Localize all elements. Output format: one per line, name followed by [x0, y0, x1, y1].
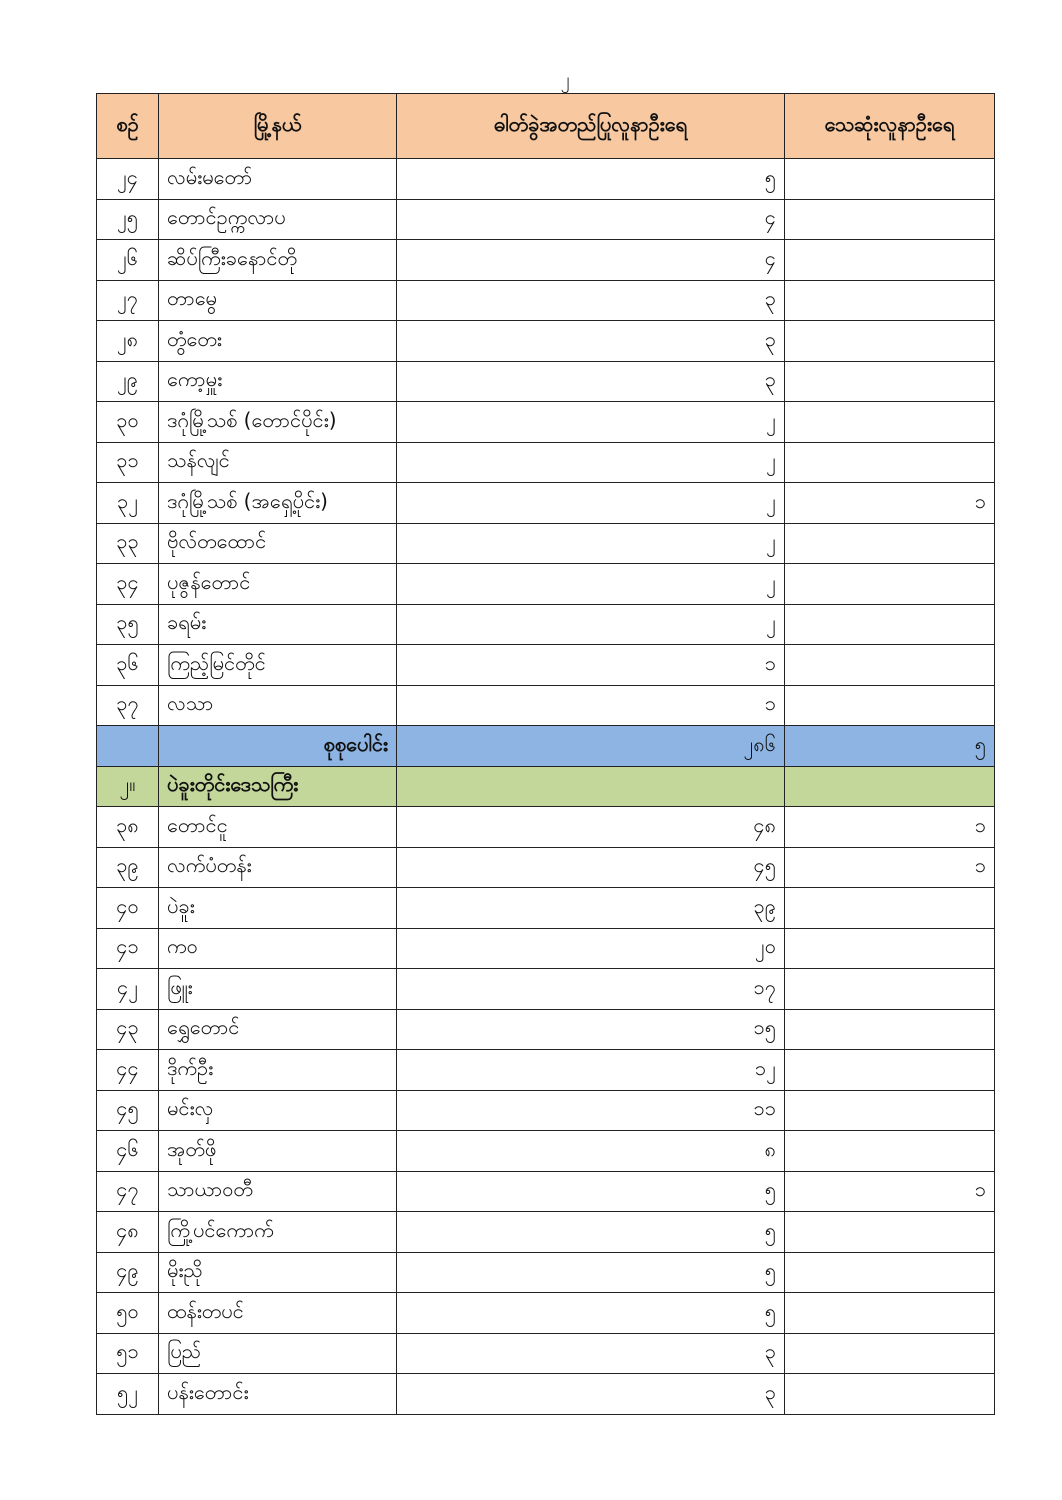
- cell-deaths: [785, 280, 995, 321]
- cell-township: သန်လျင်: [159, 442, 397, 483]
- cell-township: လမ်းမတော်: [159, 159, 397, 200]
- cell-serial-number: ၄၂: [97, 969, 159, 1010]
- cell-confirmed: ၂: [397, 564, 785, 605]
- table-row: [97, 685, 995, 726]
- table-row: [97, 199, 995, 240]
- cell-serial-number: ၃၉: [97, 847, 159, 888]
- cell-serial-number: ၄၉: [97, 1252, 159, 1293]
- cell-confirmed: ၂: [397, 604, 785, 645]
- cell-township: ပုဇွန်တောင်: [159, 564, 397, 605]
- region-header-row: [97, 766, 995, 807]
- cell-township: ပြည်: [159, 1333, 397, 1374]
- cell-township: ဒဂုံမြို့သစ် (တောင်ပိုင်း): [159, 402, 397, 443]
- cell-deaths: [785, 969, 995, 1010]
- cell-township: သာယာဝတီ: [159, 1171, 397, 1212]
- cell-serial-number: ၃၂: [97, 483, 159, 524]
- cell-serial-number: ၄၈: [97, 1212, 159, 1253]
- cell-deaths: [785, 1374, 995, 1415]
- table-row: [97, 483, 995, 524]
- cell-deaths: [785, 321, 995, 362]
- cell-township: ရွှေတောင်: [159, 1009, 397, 1050]
- cell-deaths: [785, 1050, 995, 1091]
- header-deaths: သေဆုံးလူနာဦးရေ: [785, 94, 995, 159]
- table-row: [97, 1374, 995, 1415]
- table-row: [97, 645, 995, 686]
- cell-township: လက်ပံတန်း: [159, 847, 397, 888]
- cell-serial-number: ၂၅: [97, 199, 159, 240]
- cell-confirmed: ၅: [397, 1212, 785, 1253]
- cell-deaths: [785, 361, 995, 402]
- total-row: [97, 726, 995, 767]
- cell-deaths: ၁: [785, 1171, 995, 1212]
- cell-serial-number: ၃၈: [97, 807, 159, 848]
- table-body: [97, 159, 995, 1415]
- table-row: [97, 240, 995, 281]
- cell-township: ကဝ: [159, 928, 397, 969]
- cell-confirmed: ၃: [397, 280, 785, 321]
- cell-confirmed: ၃: [397, 1374, 785, 1415]
- table-row: [97, 807, 995, 848]
- cell-township: ပဲခူး: [159, 888, 397, 929]
- cell-confirmed: ၁၂: [397, 1050, 785, 1091]
- cell-confirmed: ၁: [397, 645, 785, 686]
- table-header-row: [97, 94, 995, 159]
- cell-township: တောင်ငူ: [159, 807, 397, 848]
- cell-township: တောင်ဥက္ကလာပ: [159, 199, 397, 240]
- cell-confirmed: ၅: [397, 1252, 785, 1293]
- cell-serial-number: ၂၇: [97, 280, 159, 321]
- cell-township: ဒဂုံမြို့သစ် (အရှေ့ပိုင်း): [159, 483, 397, 524]
- cell-confirmed: ၄၅: [397, 847, 785, 888]
- cell-deaths: [785, 1131, 995, 1172]
- cell-confirmed: ၄: [397, 240, 785, 281]
- cell-deaths: ၁: [785, 483, 995, 524]
- cell-deaths: [785, 564, 995, 605]
- table-row: [97, 928, 995, 969]
- cell-serial-number: ၂၄: [97, 159, 159, 200]
- header-confirmed-cases: ဓါတ်ခွဲအတည်ပြုလူနာဦးရေ: [397, 94, 785, 159]
- cell-township: ထန်းတပင်: [159, 1293, 397, 1334]
- table-row: [97, 1293, 995, 1334]
- cell-serial-number: ၄၃: [97, 1009, 159, 1050]
- table-row: [97, 888, 995, 929]
- cell-deaths: [785, 442, 995, 483]
- cell-township: ပဲခူးတိုင်းဒေသကြီး: [159, 766, 397, 807]
- cell-confirmed: ၅: [397, 159, 785, 200]
- cell-deaths: [785, 685, 995, 726]
- cell-confirmed: ၃: [397, 1333, 785, 1374]
- cell-deaths: [785, 604, 995, 645]
- cell-township: အုတ်ဖို: [159, 1131, 397, 1172]
- table-row: [97, 564, 995, 605]
- cell-township: ဖြူး: [159, 969, 397, 1010]
- table-row: [97, 1090, 995, 1131]
- cell-township: ကြို့ပင်ကောက်: [159, 1212, 397, 1253]
- cell-serial-number: ၄၇: [97, 1171, 159, 1212]
- table-row: [97, 280, 995, 321]
- cell-serial-number: ၄၆: [97, 1131, 159, 1172]
- cell-confirmed: ၅: [397, 1171, 785, 1212]
- cell-township: စုစုပေါင်း: [159, 726, 397, 767]
- cell-confirmed: ၂: [397, 523, 785, 564]
- cell-confirmed: ၁၇: [397, 969, 785, 1010]
- cell-serial-number: ၅၀: [97, 1293, 159, 1334]
- cell-confirmed: ၄၈: [397, 807, 785, 848]
- cell-serial-number: ၃၆: [97, 645, 159, 686]
- cell-deaths: [785, 159, 995, 200]
- cell-confirmed: ၂: [397, 402, 785, 443]
- cell-deaths: [785, 523, 995, 564]
- cell-serial-number: ၅၂: [97, 1374, 159, 1415]
- table-row: [97, 969, 995, 1010]
- cell-deaths: ၁: [785, 847, 995, 888]
- cell-deaths: [785, 199, 995, 240]
- cell-township: မိုးညို: [159, 1252, 397, 1293]
- table-row: [97, 159, 995, 200]
- cell-serial-number: ၃၁: [97, 442, 159, 483]
- cell-serial-number: ၃၀: [97, 402, 159, 443]
- cell-serial-number: ၄၀: [97, 888, 159, 929]
- cell-township: တွံတေး: [159, 321, 397, 362]
- cell-deaths: ၅: [785, 726, 995, 767]
- cell-deaths: [785, 645, 995, 686]
- page-number: ၂: [560, 69, 570, 90]
- cell-deaths: [785, 1333, 995, 1374]
- cell-township: ကော့မှူး: [159, 361, 397, 402]
- cell-serial-number: ၂၈: [97, 321, 159, 362]
- cell-township: လသာ: [159, 685, 397, 726]
- cell-township: မင်းလှ: [159, 1090, 397, 1131]
- table-row: [97, 321, 995, 362]
- cell-township: ဒိုက်ဦး: [159, 1050, 397, 1091]
- cell-deaths: [785, 766, 995, 807]
- cell-township: ပန်းတောင်း: [159, 1374, 397, 1415]
- cell-serial-number: ၄၄: [97, 1050, 159, 1091]
- cell-serial-number: ၄၅: [97, 1090, 159, 1131]
- cell-confirmed: ၃၉: [397, 888, 785, 929]
- cell-serial-number: ၂၉: [97, 361, 159, 402]
- table-row: [97, 442, 995, 483]
- cell-deaths: [785, 928, 995, 969]
- cell-township: ဆိပ်ကြီးခနောင်တို: [159, 240, 397, 281]
- cell-serial-number: ၃၇: [97, 685, 159, 726]
- cell-confirmed: ၈: [397, 1131, 785, 1172]
- cell-serial-number: ၃၅: [97, 604, 159, 645]
- cell-deaths: [785, 1009, 995, 1050]
- table-row: [97, 1171, 995, 1212]
- cell-deaths: [785, 240, 995, 281]
- township-cases-table: [96, 93, 995, 1415]
- header-township: မြို့နယ်: [159, 94, 397, 159]
- table-row: [97, 1009, 995, 1050]
- cell-deaths: [785, 1293, 995, 1334]
- table-row: [97, 361, 995, 402]
- table-row: [97, 847, 995, 888]
- table-row: [97, 1131, 995, 1172]
- table-row: [97, 523, 995, 564]
- cell-confirmed: ၅: [397, 1293, 785, 1334]
- cell-serial-number: ၃၄: [97, 564, 159, 605]
- cell-deaths: [785, 402, 995, 443]
- cell-confirmed: ၄: [397, 199, 785, 240]
- cell-serial-number: ၃၃: [97, 523, 159, 564]
- cell-confirmed: ၂: [397, 483, 785, 524]
- table-row: [97, 1252, 995, 1293]
- cell-confirmed: ၃: [397, 361, 785, 402]
- cell-confirmed: [397, 766, 785, 807]
- cell-confirmed: ၁၁: [397, 1090, 785, 1131]
- header-serial-number: စဉ်: [97, 94, 159, 159]
- table-row: [97, 604, 995, 645]
- table-row: [97, 402, 995, 443]
- cell-confirmed: ၂၀: [397, 928, 785, 969]
- cell-township: ဗိုလ်တထောင်: [159, 523, 397, 564]
- cell-deaths: [785, 1212, 995, 1253]
- cell-township: ကြည့်မြင်တိုင်: [159, 645, 397, 686]
- cell-confirmed: ၁: [397, 685, 785, 726]
- cell-deaths: [785, 888, 995, 929]
- cell-serial-number: ၄၁: [97, 928, 159, 969]
- cell-confirmed: ၃: [397, 321, 785, 362]
- cell-deaths: [785, 1252, 995, 1293]
- cell-confirmed: ၂: [397, 442, 785, 483]
- cell-serial-number: ၂၆: [97, 240, 159, 281]
- cell-confirmed: ၁၅: [397, 1009, 785, 1050]
- cell-confirmed: ၂၈၆: [397, 726, 785, 767]
- cell-township: ခရမ်း: [159, 604, 397, 645]
- cell-township: တာမွေ: [159, 280, 397, 321]
- table-row: [97, 1212, 995, 1253]
- cell-serial-number: [97, 726, 159, 767]
- cell-serial-number: ၂။: [97, 766, 159, 807]
- cell-deaths: ၁: [785, 807, 995, 848]
- table-row: [97, 1050, 995, 1091]
- cell-serial-number: ၅၁: [97, 1333, 159, 1374]
- table-row: [97, 1333, 995, 1374]
- cell-deaths: [785, 1090, 995, 1131]
